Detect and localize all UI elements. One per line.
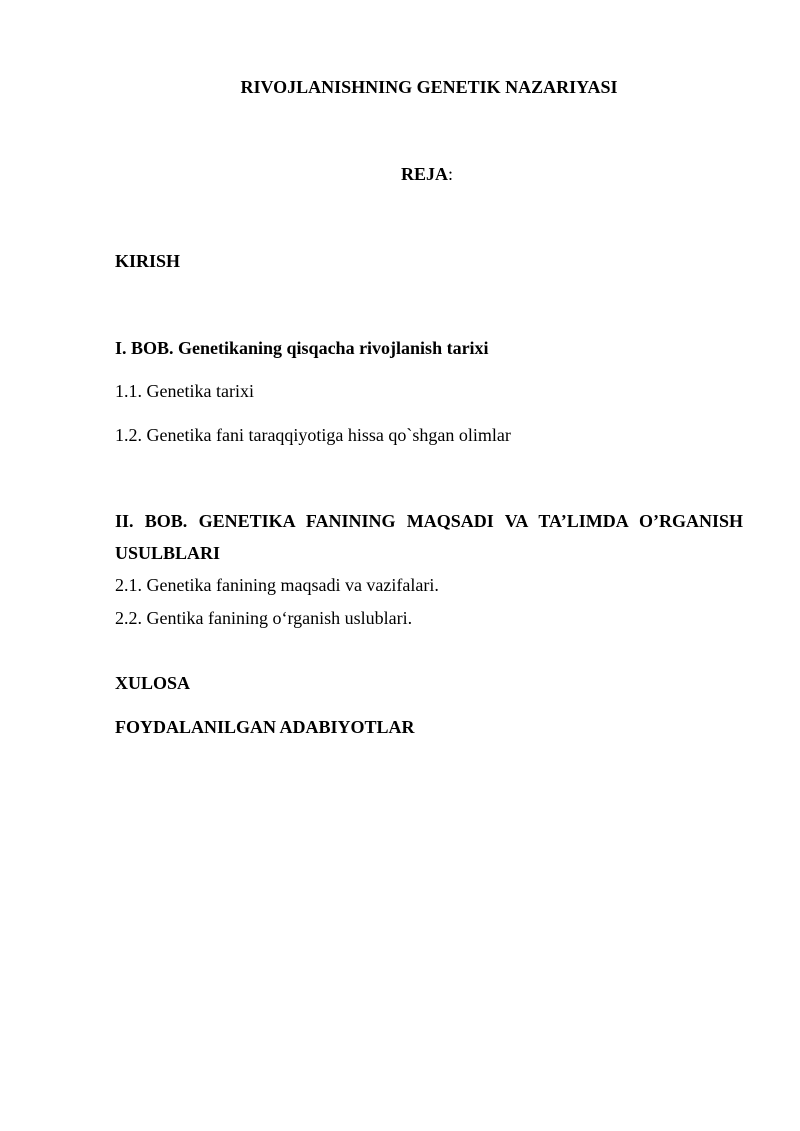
- document-title: RIVOJLANISHNING GENETIK NAZARIYASI: [240, 77, 618, 97]
- chapter-1-heading: I. BOB. Genetikaning qisqacha rivojlanish tarixi: [115, 338, 489, 358]
- section-2-2: 2.2. Gentika fanining o‘rganish uslublari.: [115, 608, 413, 628]
- plan-heading-colon: :: [448, 164, 454, 184]
- conclusion-heading: XULOSA: [115, 673, 191, 693]
- plan-heading-label: REJA: [400, 164, 448, 184]
- chapter-2-heading-line-1: II. BOB. GENETIKA FANINING MAQSADI VA TA’LIMDA O’RGANISH: [115, 511, 743, 531]
- section-1-2: 1.2. Genetika fani taraqqiyotiga hissa qo`shgan olimlar: [115, 425, 511, 445]
- introduction-heading: KIRISH: [115, 251, 181, 271]
- plan-heading: [0, 163, 800, 185]
- chapter-2-heading-line-2: USULBLARI: [115, 543, 221, 563]
- section-2-1: 2.1. Genetika fanining maqsadi va vazifalari.: [115, 575, 439, 595]
- references-heading: FOYDALANILGAN ADABIYOTLAR: [115, 717, 415, 737]
- section-1-1: 1.1. Genetika tarixi: [115, 381, 254, 401]
